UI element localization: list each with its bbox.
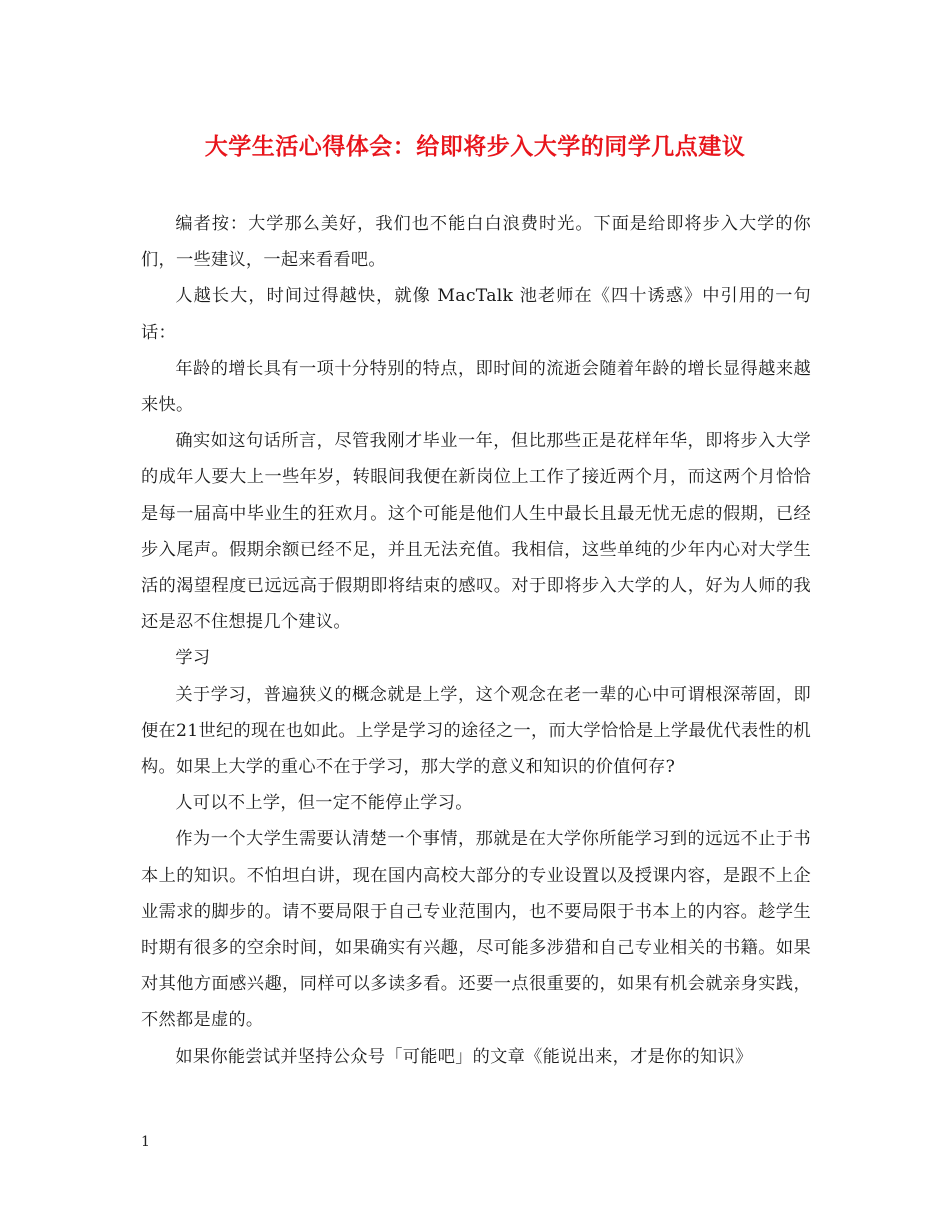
paragraph-study-concept: 关于学习，普遍狭义的概念就是上学，这个观念在老一辈的心中可谓根深蒂固，即便在21世纪的现在也如此。上学是学习的途径之一，而大学恰恰是上学最优代表性的机构。如果上大学的重心不在于学习，那大学的意义和知识的价值何存? xyxy=(141,684,811,778)
paragraph-intro: 人越长大，时间过得越快，就像 MacTalk 池老师在《四十诱惑》中引用的一句话： xyxy=(141,286,811,343)
page-number: 1 xyxy=(141,1134,150,1150)
paragraph-study-motto: 人可以不上学，但一定不能停止学习。 xyxy=(175,793,473,814)
paragraph-study-advice: 作为一个大学生需要认清楚一个事情，那就是在大学你所能学习到的远远不止于书本上的知识。不怕坦白讲，现在国内高校大部分的专业设置以及授课内容，是跟不上企业需求的脚步的。请不要局限于自己专业范围内，也不要局限于书本上的内容。趁学生时期有很多的空余时间，如果确实有兴趣，尽可能多涉猎和自己专业相关的书籍。如果对其他方面感兴趣，同样可以多读多看。还要一点很重要的，如果有机会就亲身实践，不然都是虚的。 xyxy=(141,829,811,1031)
paragraph-continued: 如果你能尝试并坚持公众号「可能吧」的文章《能说出来，才是你的知识》 xyxy=(175,1046,753,1067)
paragraph-context: 确实如这句话所言，尽管我刚才毕业一年，但比那些正是花样年华，即将步入大学的成年人要大上一些年岁，转眼间我便在新岗位上工作了接近两个月，而这两个月恰恰是每一届高中毕业生的狂欢月。这个可能是他们人生中最长且最无忧无虑的假期，已经步入尾声。假期余额已经不足，并且无法充值。我相信，这些单纯的少年内心对大学生活的渴望程度已远远高于假期即将结束的感叹。对于即将步入大学的人，好为人师的我还是忍不住想提几个建议。 xyxy=(141,431,811,633)
paragraph-quote: 年龄的增长具有一项十分特别的特点，即时间的流逝会随着年龄的增长显得越来越来快。 xyxy=(141,358,811,416)
section-heading-study: 学习 xyxy=(175,648,211,669)
document-title: 大学生活心得体会：给即将步入大学的同学几点建议 xyxy=(204,133,746,160)
paragraph-editor-note: 编者按：大学那么美好，我们也不能白白浪费时光。下面是给即将步入大学的你们，一些建议，一起来看看吧。 xyxy=(141,214,811,271)
document-body xyxy=(141,206,811,1075)
